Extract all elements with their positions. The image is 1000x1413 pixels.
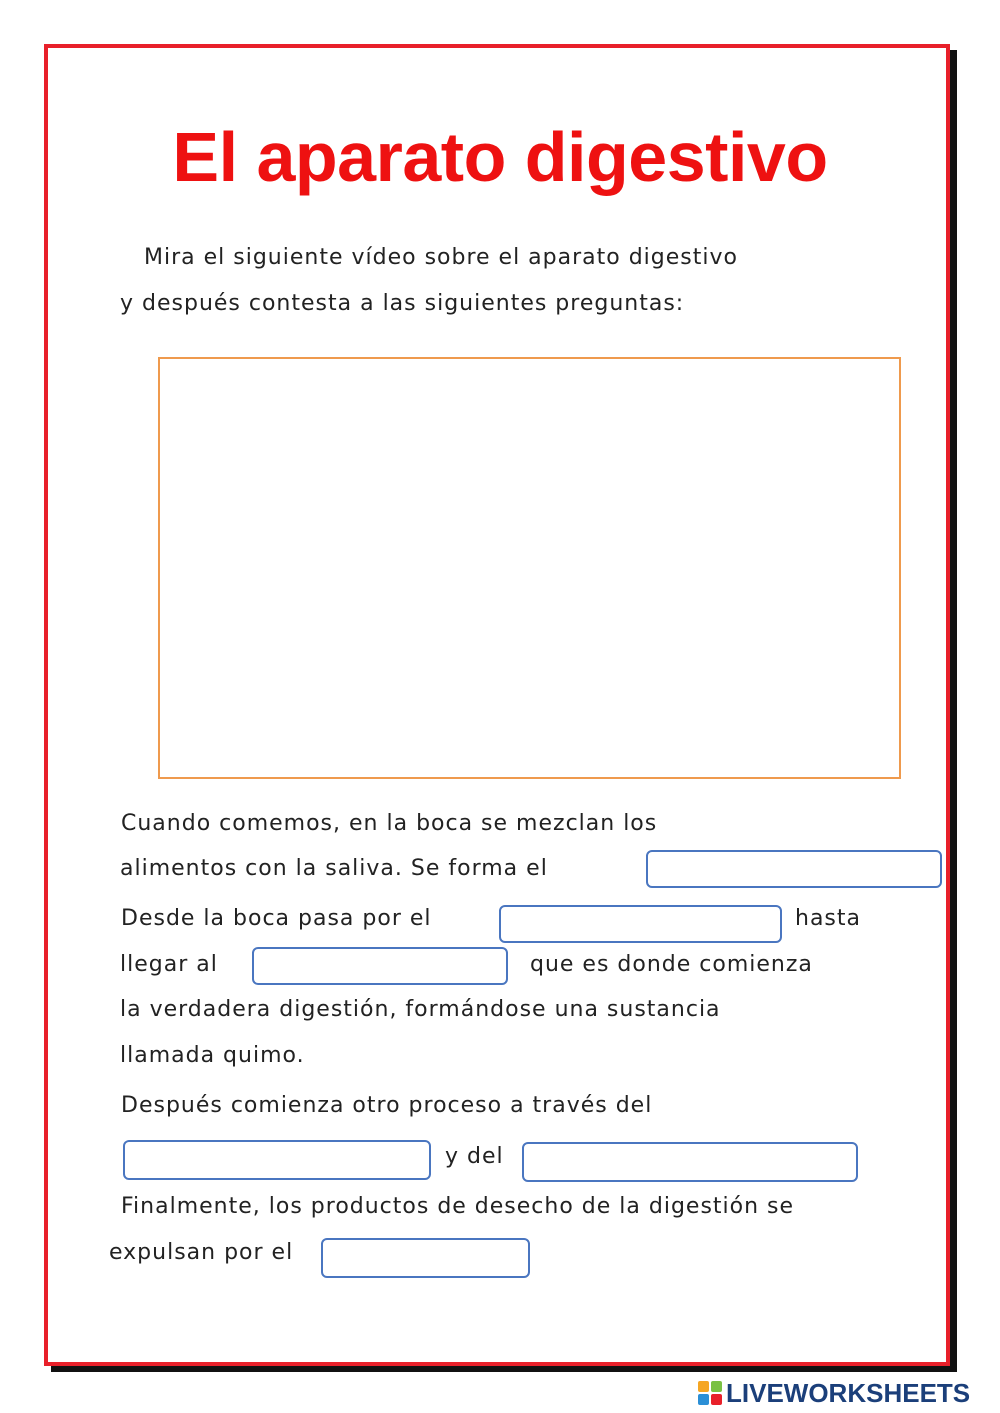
text-line: y del: [445, 1144, 504, 1169]
text-line: alimentos con la saliva. Se forma el: [120, 856, 548, 881]
logo-mark-icon: [698, 1381, 722, 1405]
answer-input-esofago[interactable]: [499, 905, 782, 943]
text-line: Cuando comemos, en la boca se mezclan los: [121, 811, 658, 836]
logo-text: LIVEWORKSHEETS: [726, 1378, 971, 1408]
answer-input-ano[interactable]: [321, 1238, 530, 1278]
liveworksheets-logo: [698, 1380, 970, 1406]
answer-input-intestino-grueso[interactable]: [522, 1142, 858, 1182]
answer-input-intestino-delgado[interactable]: [123, 1140, 431, 1180]
text-line: Finalmente, los productos de desecho de la digestión se: [121, 1194, 795, 1219]
intro-line-2: y después contesta a las siguientes preguntas:: [120, 291, 685, 316]
text-line: llamada quimo.: [120, 1043, 305, 1068]
text-line: Desde la boca pasa por el: [121, 906, 432, 931]
text-line: hasta: [795, 906, 861, 931]
video-embed[interactable]: [158, 357, 901, 779]
intro-line-1: Mira el siguiente vídeo sobre el aparato digestivo: [144, 245, 738, 270]
text-line: la verdadera digestión, formándose una sustancia: [120, 997, 721, 1022]
page-title: El aparato digestivo: [172, 118, 828, 196]
answer-input-estomago[interactable]: [252, 947, 508, 985]
answer-input-bolo[interactable]: [646, 850, 942, 888]
text-line: llegar al: [120, 952, 218, 977]
text-line: Después comienza otro proceso a través del: [121, 1093, 653, 1118]
text-line: expulsan por el: [109, 1240, 294, 1265]
text-line: que es donde comienza: [530, 952, 813, 977]
